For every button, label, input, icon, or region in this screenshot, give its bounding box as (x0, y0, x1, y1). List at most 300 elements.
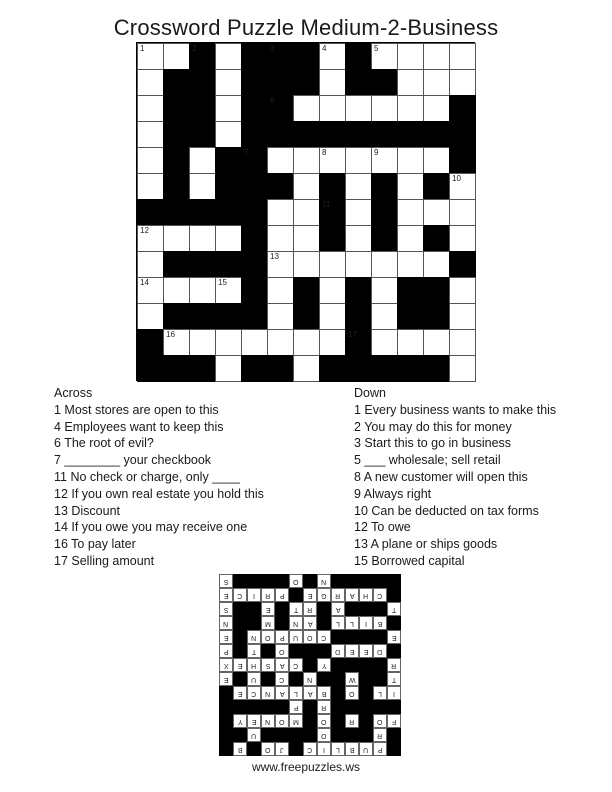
answer-square[interactable] (215, 69, 242, 96)
clue-number: 2 (192, 44, 197, 53)
black-square (319, 355, 346, 382)
answer-square[interactable] (371, 95, 398, 122)
answer-square[interactable] (371, 251, 398, 278)
black-square (215, 303, 242, 330)
answer-square[interactable] (163, 43, 190, 70)
answer-square[interactable] (345, 225, 372, 252)
answer-key-cell (219, 644, 233, 658)
answer-square[interactable] (319, 277, 346, 304)
black-square (371, 121, 398, 148)
black-square (397, 303, 424, 330)
black-square (163, 251, 190, 278)
black-square (267, 121, 294, 148)
answer-letter: I (365, 620, 367, 627)
answer-key-cell (345, 742, 359, 756)
answer-letter: I (323, 746, 325, 753)
answer-letter: E (251, 718, 257, 725)
answer-key-cell (261, 630, 275, 644)
answer-letter: P (223, 648, 229, 655)
answer-square[interactable] (189, 147, 216, 174)
answer-square[interactable] (319, 95, 346, 122)
answer-square[interactable] (215, 225, 242, 252)
answer-square[interactable] (293, 199, 320, 226)
down-clue: 3 Start this to go in business (354, 436, 512, 451)
answer-square[interactable] (397, 173, 424, 200)
answer-letter: M (293, 718, 299, 725)
answer-square[interactable] (137, 147, 164, 174)
answer-letter: C (307, 746, 313, 753)
answer-square[interactable] (449, 277, 476, 304)
answer-square[interactable] (371, 277, 398, 304)
answer-key-cell (317, 588, 331, 602)
black-square (189, 355, 216, 382)
answer-square[interactable] (371, 147, 398, 174)
answer-letter: O (293, 578, 299, 585)
clue-number: 10 (452, 174, 461, 183)
answer-square[interactable] (345, 173, 372, 200)
answer-key-cell (275, 742, 289, 756)
answer-key-cell (247, 630, 261, 644)
clue-number: 4 (322, 44, 327, 53)
answer-square[interactable] (397, 69, 424, 96)
answer-key-cell (261, 602, 275, 616)
answer-square[interactable] (215, 95, 242, 122)
black-square (215, 173, 242, 200)
answer-key-cell (233, 588, 247, 602)
answer-letter: Y (321, 662, 327, 669)
answer-square[interactable] (267, 277, 294, 304)
down-clue: 9 Always right (354, 486, 432, 501)
across-clue: 14 If you owe you may receive one (54, 520, 248, 535)
answer-letter: E (349, 648, 355, 655)
answer-key-cell (331, 602, 345, 616)
answer-letter: O (279, 648, 285, 655)
answer-key-cell (373, 742, 387, 756)
answer-letter: S (223, 606, 229, 613)
answer-square[interactable] (293, 355, 320, 382)
answer-key-cell (289, 602, 303, 616)
answer-key-cell (345, 672, 359, 686)
black-square (449, 251, 476, 278)
answer-letter: D (377, 648, 383, 655)
answer-letter: A (335, 606, 341, 613)
answer-key-cell (359, 616, 373, 630)
answer-letter: A (279, 690, 285, 697)
answer-square[interactable] (215, 277, 242, 304)
answer-square[interactable] (137, 225, 164, 252)
answer-letter: G (321, 592, 327, 599)
black-square (163, 199, 190, 226)
answer-letter: R (307, 606, 313, 613)
answer-key-cell (303, 616, 317, 630)
answer-square[interactable] (423, 69, 450, 96)
answer-square[interactable] (293, 173, 320, 200)
clue-number: 1 (140, 44, 145, 53)
answer-letter: X (223, 662, 229, 669)
black-square (241, 251, 268, 278)
answer-letter: O (321, 718, 327, 725)
black-square (423, 277, 450, 304)
answer-key-cell (387, 602, 401, 616)
answer-key-cell (275, 686, 289, 700)
answer-square[interactable] (215, 121, 242, 148)
answer-key-cell (331, 742, 345, 756)
answer-key-cell (345, 714, 359, 728)
answer-square[interactable] (267, 303, 294, 330)
answer-square[interactable] (319, 251, 346, 278)
answer-square[interactable] (215, 329, 242, 356)
answer-letter: O (349, 690, 355, 697)
answer-square[interactable] (449, 69, 476, 96)
across-clue: 4 Employees want to keep this (54, 419, 224, 434)
answer-square[interactable] (137, 121, 164, 148)
answer-letter: M (265, 620, 271, 627)
answer-key-cell (219, 658, 233, 672)
answer-key-cell (247, 644, 261, 658)
answer-key-cell (219, 588, 233, 602)
answer-key-cell (219, 616, 233, 630)
answer-square[interactable] (293, 147, 320, 174)
answer-letter: B (377, 620, 383, 627)
answer-letter: O (307, 634, 313, 641)
answer-square[interactable] (449, 199, 476, 226)
black-square (189, 95, 216, 122)
answer-letter: T (293, 606, 299, 613)
answer-square[interactable] (293, 225, 320, 252)
black-square (215, 199, 242, 226)
answer-key-cell (233, 714, 247, 728)
answer-letter: J (280, 746, 284, 753)
answer-square[interactable] (319, 69, 346, 96)
black-square (345, 277, 372, 304)
answer-letter: C (279, 676, 285, 683)
answer-letter: F (391, 718, 397, 725)
black-square (423, 121, 450, 148)
answer-letter: O (265, 746, 271, 753)
answer-letter: R (391, 662, 397, 669)
answer-letter: N (223, 620, 229, 627)
answer-letter: A (349, 592, 355, 599)
answer-letter: B (349, 746, 355, 753)
answer-square[interactable] (137, 43, 164, 70)
answer-square[interactable] (163, 277, 190, 304)
answer-square[interactable] (397, 199, 424, 226)
answer-letter: E (223, 676, 229, 683)
black-square (163, 121, 190, 148)
black-square (189, 251, 216, 278)
black-square (241, 355, 268, 382)
black-square (163, 355, 190, 382)
answer-letter: C (377, 592, 383, 599)
black-square (423, 355, 450, 382)
answer-square[interactable] (293, 95, 320, 122)
answer-letter: T (391, 606, 397, 613)
answer-square[interactable] (423, 43, 450, 70)
across-clue: 1 Most stores are open to this (54, 402, 219, 417)
answer-square[interactable] (319, 147, 346, 174)
clue-number: 8 (322, 148, 327, 157)
answer-square[interactable] (449, 329, 476, 356)
answer-key-cell (359, 588, 373, 602)
answer-square[interactable] (345, 147, 372, 174)
answer-key-cell (331, 616, 345, 630)
black-square (163, 173, 190, 200)
across-clues (54, 385, 264, 570)
answer-square[interactable] (215, 355, 242, 382)
clue-number: 15 (218, 278, 227, 287)
black-square (163, 303, 190, 330)
black-square (345, 43, 372, 70)
clue-number: 5 (374, 44, 379, 53)
answer-key-cell (275, 630, 289, 644)
black-square (449, 121, 476, 148)
answer-square[interactable] (423, 251, 450, 278)
answer-square[interactable] (423, 147, 450, 174)
answer-letter: O (265, 634, 271, 641)
across-heading: Across (54, 386, 93, 400)
answer-letter: P (293, 704, 299, 711)
answer-square[interactable] (241, 329, 268, 356)
black-square (293, 303, 320, 330)
answer-key-cell (387, 672, 401, 686)
across-clue: 11 No check or charge, only ____ (54, 469, 240, 484)
answer-letter: A (307, 620, 313, 627)
answer-letter: U (251, 732, 257, 739)
answer-key-cell (303, 630, 317, 644)
answer-letter: B (237, 746, 243, 753)
black-square (241, 147, 268, 174)
answer-key-cell (303, 602, 317, 616)
answer-key-cell (303, 742, 317, 756)
across-clue: 17 Selling amount (54, 553, 155, 568)
black-square (397, 355, 424, 382)
answer-letter: U (363, 746, 369, 753)
answer-square[interactable] (423, 95, 450, 122)
answer-square[interactable] (423, 329, 450, 356)
answer-square[interactable] (449, 355, 476, 382)
answer-key-cell (373, 714, 387, 728)
answer-letter: A (279, 662, 285, 669)
answer-square[interactable] (397, 251, 424, 278)
clue-number: 11 (322, 200, 331, 209)
answer-square[interactable] (371, 43, 398, 70)
answer-square[interactable] (449, 225, 476, 252)
answer-square[interactable] (189, 173, 216, 200)
answer-key-cell (345, 644, 359, 658)
black-square (137, 329, 164, 356)
answer-letter: N (265, 690, 271, 697)
black-square (293, 69, 320, 96)
answer-square[interactable] (319, 329, 346, 356)
answer-letter: L (336, 620, 340, 627)
answer-square[interactable] (137, 251, 164, 278)
black-square (423, 303, 450, 330)
clue-number: 17 (348, 330, 357, 339)
answer-square[interactable] (267, 329, 294, 356)
answer-letter: P (279, 634, 285, 641)
answer-key-cell (261, 742, 275, 756)
answer-letter: R (349, 718, 355, 725)
black-square (397, 277, 424, 304)
black-square (241, 225, 268, 252)
clue-number: 12 (140, 226, 149, 235)
answer-key-cell (387, 714, 401, 728)
answer-square[interactable] (397, 95, 424, 122)
answer-square[interactable] (449, 173, 476, 200)
clue-number: 13 (270, 252, 279, 261)
black-square (293, 277, 320, 304)
puzzle-title: Crossword Puzzle Medium-2-Business (113, 15, 499, 40)
answer-key-cell (373, 686, 387, 700)
answer-letter: O (279, 718, 285, 725)
answer-letter: Y (237, 718, 243, 725)
answer-square[interactable] (163, 225, 190, 252)
answer-key-cell (219, 672, 233, 686)
black-square (137, 355, 164, 382)
answer-square[interactable] (267, 225, 294, 252)
answer-square[interactable] (137, 95, 164, 122)
answer-letter: T (251, 648, 257, 655)
answer-letter: P (279, 592, 285, 599)
black-square (241, 277, 268, 304)
black-square (345, 69, 372, 96)
answer-key-cell (317, 728, 331, 742)
black-square (371, 199, 398, 226)
answer-square[interactable] (345, 95, 372, 122)
answer-letter: L (336, 746, 340, 753)
answer-letter: H (251, 662, 257, 669)
black-square (371, 355, 398, 382)
answer-letter: H (363, 592, 369, 599)
down-clue: 5 ___ wholesale; sell retail (354, 453, 501, 468)
answer-key-cell (289, 714, 303, 728)
answer-square[interactable] (319, 43, 346, 70)
answer-key-cell (289, 630, 303, 644)
answer-key-cell (275, 714, 289, 728)
answer-key-cell (317, 574, 331, 588)
answer-letter: E (391, 634, 397, 641)
black-square (241, 69, 268, 96)
clue-number: 7 (244, 148, 249, 157)
answer-square[interactable] (319, 303, 346, 330)
black-square (267, 355, 294, 382)
answer-key-cell (387, 658, 401, 672)
answer-key-cell (219, 630, 233, 644)
answer-square[interactable] (371, 303, 398, 330)
answer-letter: U (251, 676, 257, 683)
answer-square[interactable] (137, 277, 164, 304)
answer-square[interactable] (293, 251, 320, 278)
answer-letter: C (293, 662, 299, 669)
black-square (189, 121, 216, 148)
answer-square[interactable] (293, 329, 320, 356)
black-square (371, 69, 398, 96)
answer-key-cell (303, 686, 317, 700)
answer-square[interactable] (423, 199, 450, 226)
answer-letter: C (237, 592, 243, 599)
answer-letter: O (377, 718, 383, 725)
answer-key-cell (317, 630, 331, 644)
answer-square[interactable] (345, 199, 372, 226)
answer-key-cell (275, 672, 289, 686)
answer-letter: L (378, 690, 382, 697)
answer-square[interactable] (397, 147, 424, 174)
answer-key-cell (289, 616, 303, 630)
answer-key-cell (387, 630, 401, 644)
answer-square[interactable] (189, 329, 216, 356)
answer-square[interactable] (267, 147, 294, 174)
clue-number: 14 (140, 278, 149, 287)
answer-key-cell (331, 588, 345, 602)
black-square (449, 95, 476, 122)
answer-key-cell (331, 644, 345, 658)
black-square (189, 43, 216, 70)
answer-letter: C (251, 690, 257, 697)
clue-number: 9 (374, 148, 379, 157)
answer-letter: E (223, 592, 229, 599)
answer-key-cell (275, 658, 289, 672)
answer-key-cell (345, 616, 359, 630)
answer-key-cell (219, 574, 233, 588)
black-square (423, 225, 450, 252)
answer-key-cell (261, 714, 275, 728)
answer-key-cell (317, 714, 331, 728)
black-square (215, 251, 242, 278)
black-square (345, 355, 372, 382)
answer-square[interactable] (267, 251, 294, 278)
answer-letter: N (307, 676, 313, 683)
answer-square[interactable] (189, 277, 216, 304)
answer-square[interactable] (215, 43, 242, 70)
answer-letter: N (321, 578, 327, 585)
black-square (267, 43, 294, 70)
answer-letter: E (223, 634, 229, 641)
answer-key-upside-down (219, 574, 401, 756)
answer-letter: P (377, 746, 383, 753)
answer-key-cell (247, 588, 261, 602)
answer-square[interactable] (137, 303, 164, 330)
answer-square[interactable] (189, 225, 216, 252)
answer-square[interactable] (137, 69, 164, 96)
answer-square[interactable] (371, 329, 398, 356)
black-square (345, 121, 372, 148)
answer-square[interactable] (449, 303, 476, 330)
answer-square[interactable] (137, 173, 164, 200)
answer-letter: D (335, 648, 341, 655)
answer-letter: I (393, 690, 395, 697)
black-square (319, 121, 346, 148)
answer-key-cell (247, 658, 261, 672)
answer-square[interactable] (397, 329, 424, 356)
clue-number: 3 (270, 44, 275, 53)
answer-letter: T (391, 676, 397, 683)
answer-square[interactable] (267, 199, 294, 226)
answer-square[interactable] (397, 225, 424, 252)
black-square (293, 121, 320, 148)
answer-key-cell (233, 658, 247, 672)
answer-square[interactable] (397, 43, 424, 70)
answer-letter: C (321, 634, 327, 641)
answer-square[interactable] (163, 329, 190, 356)
answer-key-cell (289, 700, 303, 714)
answer-square[interactable] (345, 251, 372, 278)
answer-square[interactable] (449, 43, 476, 70)
answer-key-cell (317, 658, 331, 672)
answer-key-cell (261, 658, 275, 672)
answer-letter: U (293, 634, 299, 641)
black-square (449, 147, 476, 174)
black-square (241, 173, 268, 200)
